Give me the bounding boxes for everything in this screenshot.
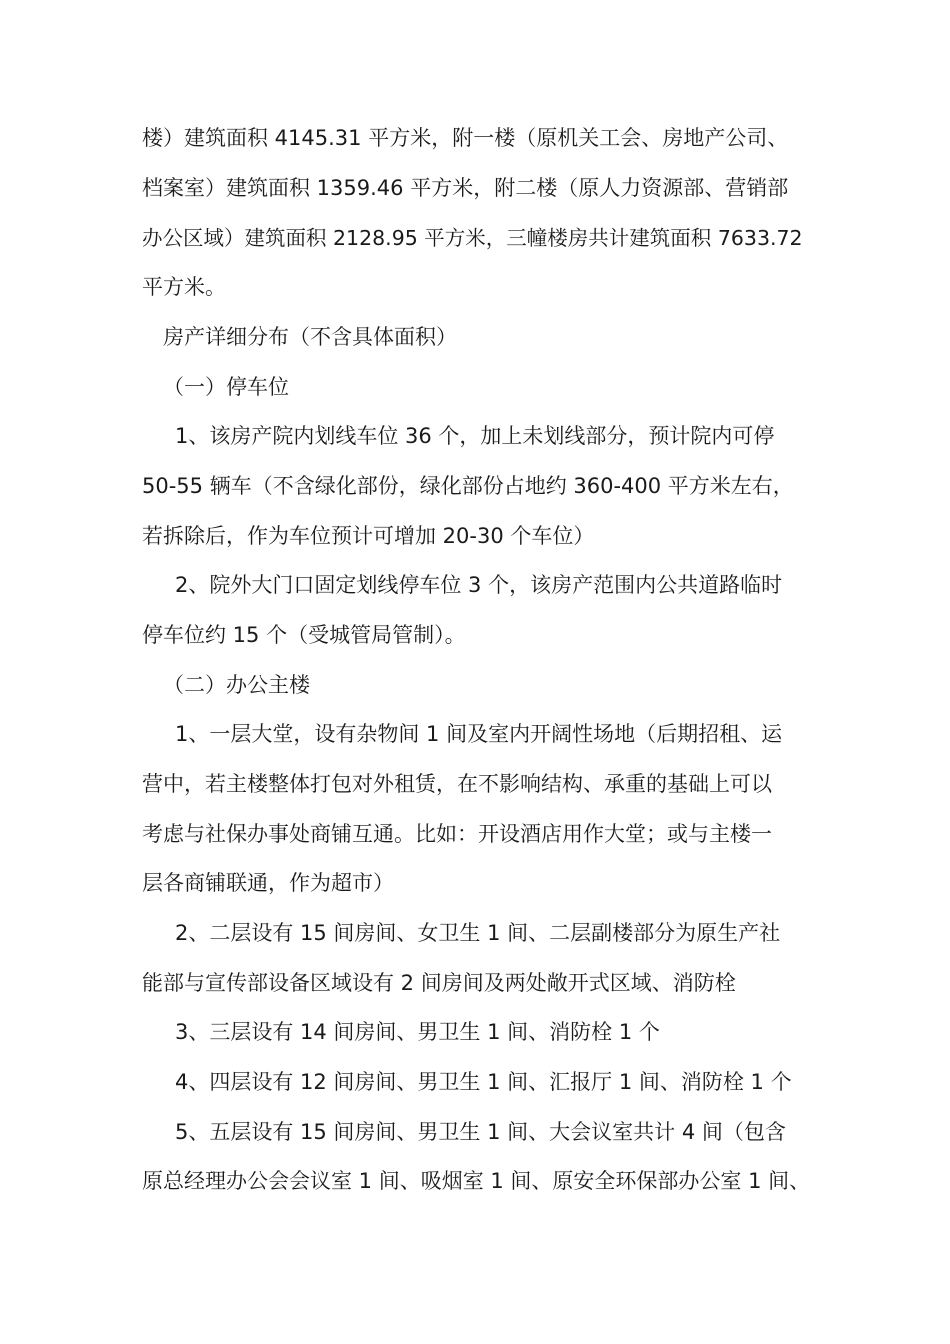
subsection-heading-main-building: （二）办公主楼 — [163, 673, 310, 697]
parking-item-2-line-2: 停车位约 15 个（受城管局管制）。 — [142, 623, 466, 647]
building-item-1-line-3: 考虑与社保办事处商铺互通。比如：开设酒店用作大堂；或与主楼一 — [142, 822, 772, 846]
building-item-3: 3、三层设有 14 间房间、男卫生 1 间、消防栓 1 个 — [175, 1020, 660, 1044]
parking-item-1-line-3: 若拆除后，作为车位预计可增加 20-30 个车位） — [142, 524, 595, 548]
paragraph-line-3: 办公区域）建筑面积 2128.95 平方米，三幢楼房共计建筑面积 7633.72 — [142, 226, 803, 250]
subsection-heading-parking: （一）停车位 — [163, 375, 289, 399]
building-item-1-line-2: 营中，若主楼整体打包对外租赁，在不影响结构、承重的基础上可以 — [142, 772, 772, 796]
building-item-4: 4、四层设有 12 间房间、男卫生 1 间、汇报厅 1 间、消防栓 1 个 — [175, 1070, 792, 1094]
paragraph-line-4: 平方米。 — [142, 275, 226, 299]
building-item-5-line-2: 原总经理办公会会议室 1 间、吸烟室 1 间、原安全环保部办公室 1 间、 — [142, 1169, 811, 1193]
building-item-1-line-4: 层各商铺联通，作为超市） — [142, 871, 394, 895]
building-item-1-line-1: 1、一层大堂，设有杂物间 1 间及室内开阔性场地（后期招租、运 — [175, 722, 783, 746]
parking-item-1-line-2: 50-55 辆车（不含绿化部份，绿化部份占地约 360-400 平方米左右， — [142, 474, 794, 498]
section-heading: 房产详细分布（不含具体面积） — [163, 325, 457, 349]
building-item-2-line-2: 能部与宣传部设备区域设有 2 间房间及两处敞开式区域、消防栓 — [142, 971, 736, 995]
parking-item-2-line-1: 2、院外大门口固定划线停车位 3 个，该房产范围内公共道路临时 — [175, 573, 783, 597]
building-item-5-line-1: 5、五层设有 15 间房间、男卫生 1 间、大会议室共计 4 间（包含 — [175, 1120, 786, 1144]
paragraph-line-1: 楼）建筑面积 4145.31 平方米，附一楼（原机关工会、房地产公司、 — [142, 126, 789, 150]
parking-item-1-line-1: 1、该房产院内划线车位 36 个，加上未划线部分，预计院内可停 — [175, 424, 775, 448]
building-item-2-line-1: 2、二层设有 15 间房间、女卫生 1 间、二层副楼部分为原生产社 — [175, 921, 781, 945]
paragraph-line-2: 档案室）建筑面积 1359.46 平方米，附二楼（原人力资源部、营销部 — [142, 176, 789, 200]
